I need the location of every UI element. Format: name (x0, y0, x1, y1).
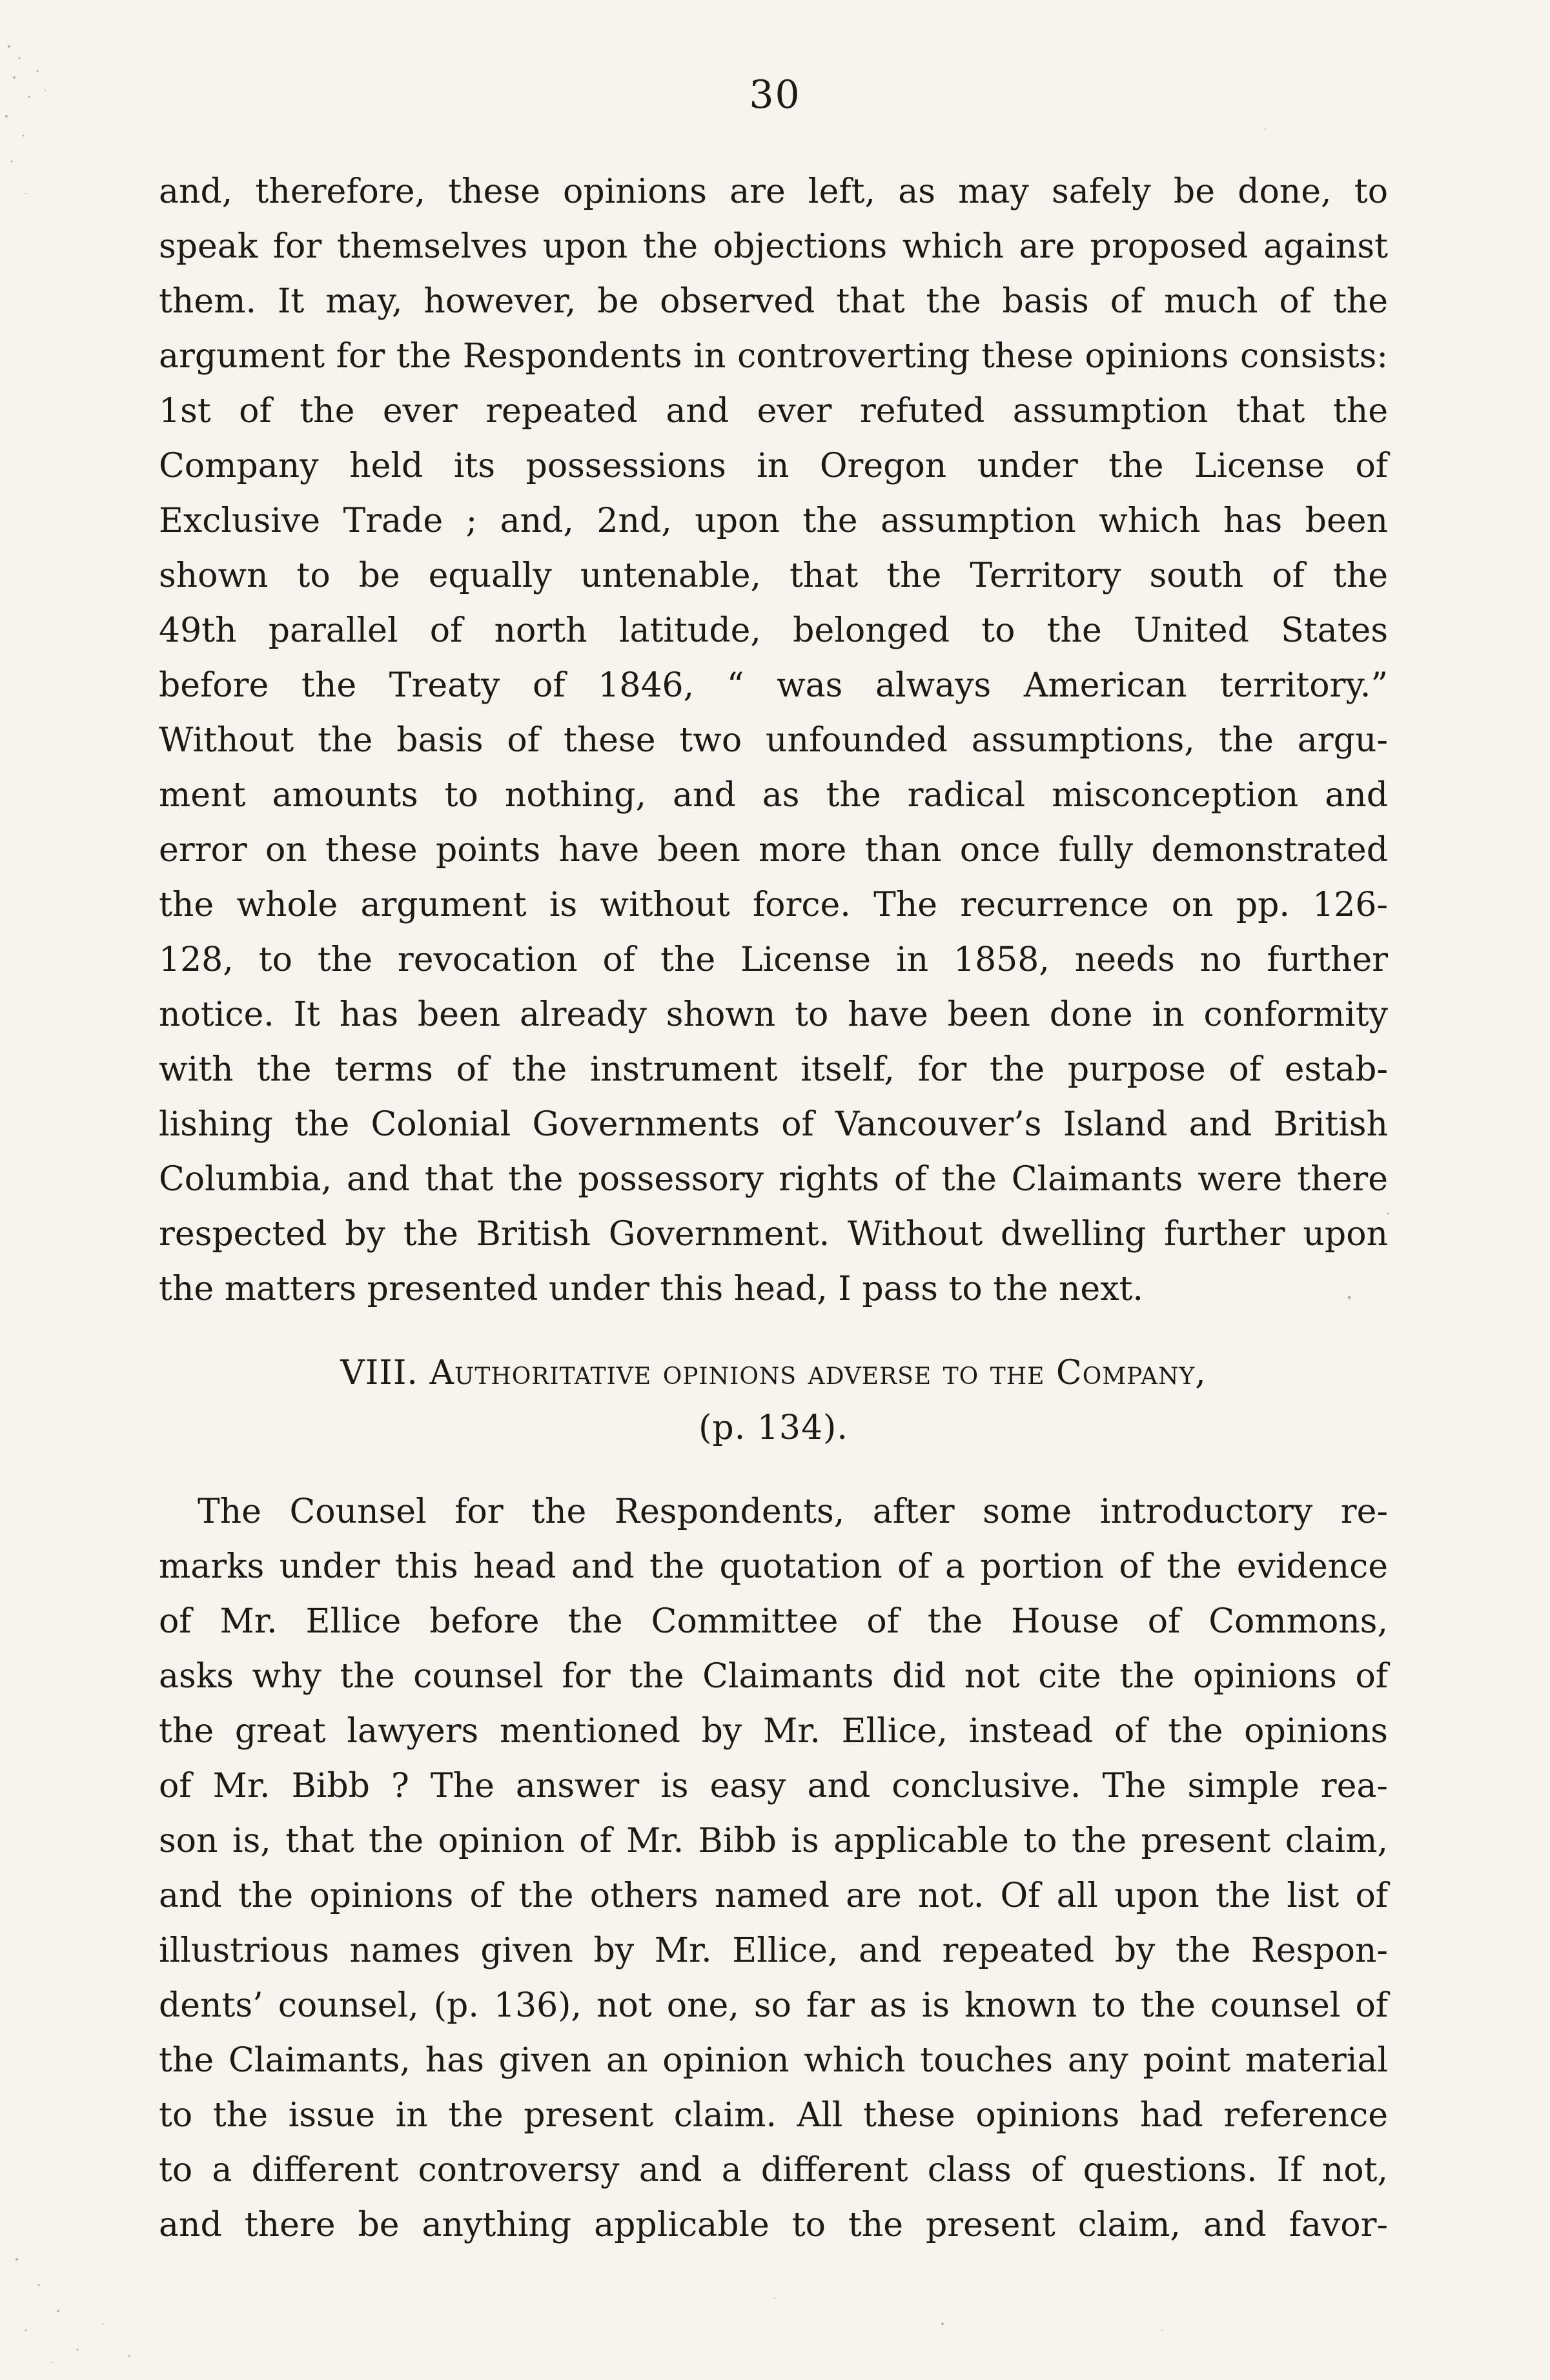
text-line: and there be anything applicable to the present claim, and favor- (159, 2206, 1388, 2244)
text-line: argument for the Respondents in controverting these opinions consists: (159, 337, 1388, 376)
paragraph-1 (159, 165, 1388, 1317)
text-line: and, therefore, these opinions are left, as may safely be done, to (159, 172, 1388, 211)
page-number: 30 (749, 72, 801, 117)
text-line: shown to be equally untenable, that the Territory south of the (159, 556, 1388, 595)
text-line: dents’ counsel, (p. 136), not one, so far as is known to the counsel of (159, 1986, 1388, 2025)
text-line: speak for themselves upon the objections which are proposed against (159, 227, 1388, 266)
section-heading-title: VIII. Authoritative opinions adverse to the Company, (340, 1354, 1207, 1392)
text-line: lishing the Colonial Governments of Vancouver’s Island and British (159, 1105, 1388, 1144)
text-line: Exclusive Trade ; and, 2nd, upon the assumption which has been (159, 502, 1388, 540)
text-line: Company held its possessions in Oregon under the License of (159, 447, 1388, 485)
text-line: The Counsel for the Respondents, after some introductory re- (198, 1492, 1388, 1531)
text-line: to the issue in the present claim. All these opinions had reference (159, 2096, 1388, 2135)
text-line: respected by the British Government. Without dwelling further upon (159, 1215, 1388, 1254)
text-line: the whole argument is without force. The recurrence on pp. 126- (159, 886, 1388, 924)
text-line: of Mr. Ellice before the Committee of the House of Commons, (159, 1602, 1388, 1641)
text-line: the matters presented under this head, I pass to the next. (159, 1270, 1143, 1308)
text-line: 1st of the ever repeated and ever refuted assumption that the (159, 392, 1388, 431)
section-heading-page-ref: (p. 134). (699, 1409, 848, 1447)
text-line: the great lawyers mentioned by Mr. Ellice, instead of the opinions (159, 1712, 1388, 1751)
text-line: with the terms of the instrument itself, for the purpose of estab- (159, 1050, 1388, 1089)
text-line: ment amounts to nothing, and as the radical misconception and (159, 776, 1388, 815)
text-line: to a different controversy and a different class of questions. If not, (159, 2151, 1388, 2190)
text-line: asks why the counsel for the Claimants did not cite the opinions of (159, 1657, 1388, 1696)
text-line: them. It may, however, be observed that the basis of much of the (159, 282, 1388, 321)
text-line: of Mr. Bibb ? The answer is easy and conclusive. The simple rea- (159, 1767, 1388, 1805)
text-line: the Claimants, has given an opinion which touches any point material (159, 2041, 1388, 2080)
paragraph-2 (159, 1485, 1388, 2253)
text-line: error on these points have been more than once fully demonstrated (159, 831, 1388, 870)
text-line: son is, that the opinion of Mr. Bibb is applicable to the present claim, (159, 1822, 1388, 1860)
text-line: 128, to the revocation of the License in 1858, needs no further (159, 941, 1388, 979)
text-line: illustrious names given by Mr. Ellice, and repeated by the Respon- (159, 1931, 1388, 1970)
text-line: and the opinions of the others named are not. Of all upon the list of (159, 1877, 1388, 1915)
text-line: before the Treaty of 1846, “ was always American territory.” (159, 666, 1388, 705)
text-line: Columbia, and that the possessory rights of the Claimants were there (159, 1160, 1388, 1199)
section-heading (159, 1346, 1388, 1456)
text-line: notice. It has been already shown to have been done in conformity (159, 995, 1388, 1034)
text-line: marks under this head and the quotation of a portion of the evidence (159, 1547, 1388, 1586)
text-line: Without the basis of these two unfounded assumptions, the argu- (159, 721, 1388, 760)
text-line: 49th parallel of north latitude, belonged to the United States (159, 611, 1388, 650)
